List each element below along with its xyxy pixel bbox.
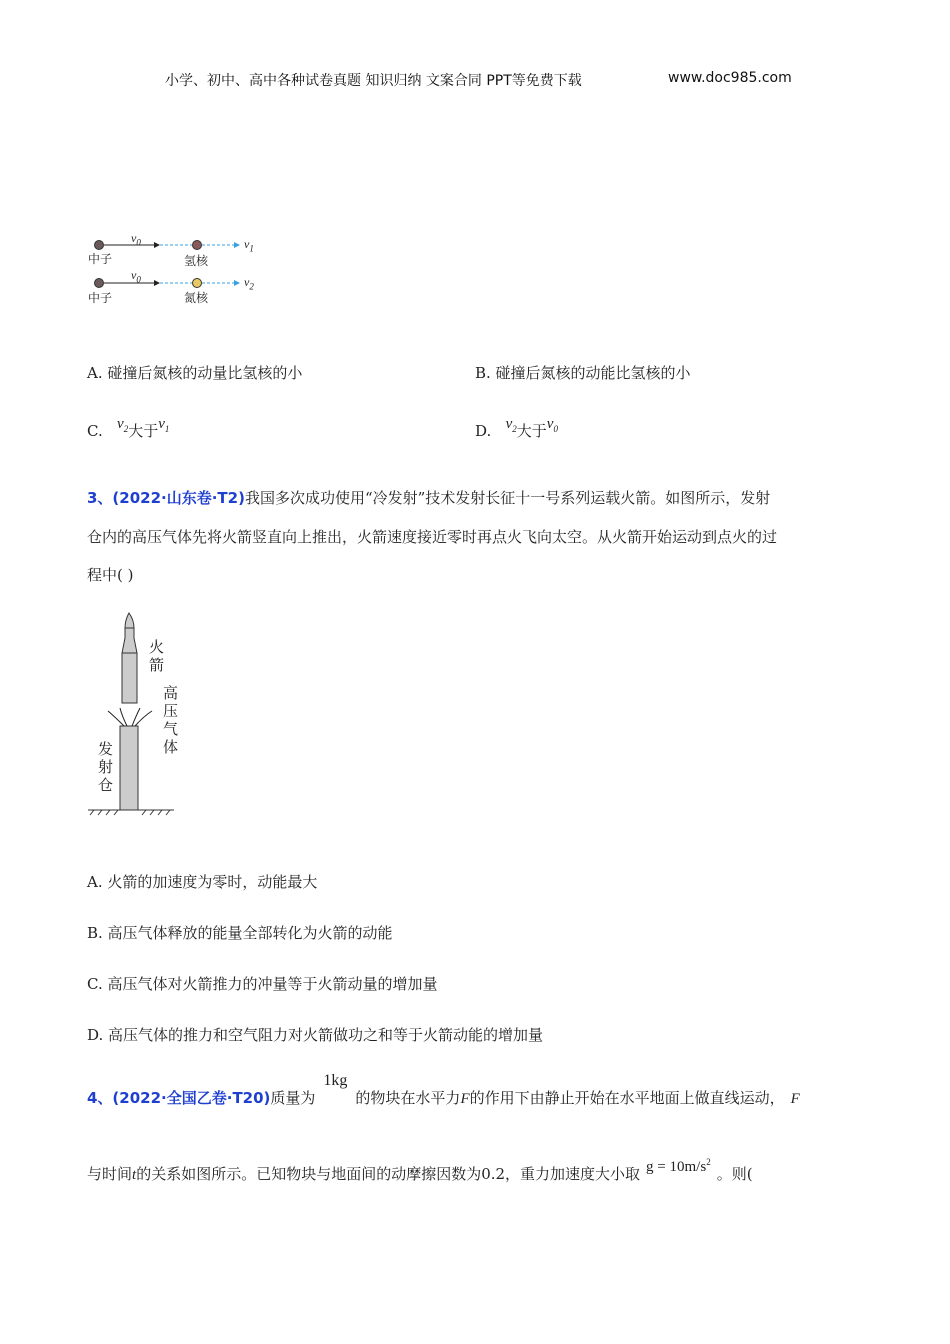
row2 bbox=[95, 279, 241, 288]
q3-option-C[interactable]: C. 高压气体对火箭推力的冲量等于火箭动量的增加量 bbox=[87, 975, 438, 993]
label-hydrogen: 氢核 bbox=[184, 254, 209, 268]
q3-option-B[interactable]: B. 高压气体释放的能量全部转化为火箭的动能 bbox=[87, 924, 393, 942]
q3-tag: 3、(2022·山东卷·T2) bbox=[87, 489, 245, 507]
label-v1: $v_1$ bbox=[244, 237, 254, 254]
option-D[interactable]: D. $v_2$大于$v_0$ bbox=[475, 416, 558, 440]
option-B[interactable]: B. 碰撞后氮核的动能比氢核的小 bbox=[475, 364, 691, 382]
q3-option-A[interactable]: A. 火箭的加速度为零时，动能最大 bbox=[87, 873, 318, 891]
q3-line1: 3、(2022·山东卷·T2)我国多次成功使用“冷发射”技术发射长征十一号系列运载火箭。如图所示，发射 bbox=[87, 489, 771, 507]
label-neutron-1: 中子 bbox=[88, 252, 113, 266]
option-A[interactable]: A. 碰撞后氮核的动量比氢核的小 bbox=[87, 364, 303, 382]
label-neutron-2: 中子 bbox=[88, 291, 113, 305]
q3-option-D[interactable]: D. 高压气体的推力和空气阻力对火箭做功之和等于火箭动能的增加量 bbox=[87, 1026, 544, 1044]
q3-line2: 仓内的高压气体先将火箭竖直向上推出，火箭速度接近零时再点火飞向太空。从火箭开始运动到点火的过 bbox=[87, 528, 778, 546]
label-gas: 高压气体 bbox=[163, 684, 179, 756]
option-C[interactable]: C. $v_2$大于$v_1$ bbox=[87, 416, 170, 440]
header-text: 小学、初中、高中各种试卷真题 知识归纳 文案合同 PPT等免费下载 bbox=[165, 73, 582, 89]
q3-line3: 程中( ) bbox=[87, 566, 134, 584]
label-nitrogen: 氮核 bbox=[184, 291, 209, 305]
q4-line1: 4、(2022·全国乙卷·T20)质量为1kg的物块在水平力F的作用下由静止开始在水平地面上做直线运动， F bbox=[87, 1072, 800, 1107]
q4-line2: 与时间t的关系如图所示。已知物块与地面间的动摩擦因数为0.2，重力加速度大小取 $g = 10m/s^2$。则( bbox=[87, 1157, 753, 1183]
label-v0-1: $v_0$ bbox=[131, 231, 141, 248]
label-silo: 发射仓 bbox=[98, 740, 114, 794]
header-url[interactable]: www.doc985.com bbox=[668, 70, 792, 86]
label-v2: $v_2$ bbox=[244, 275, 254, 292]
row1 bbox=[95, 241, 241, 250]
label-rocket: 火箭 bbox=[149, 638, 165, 674]
label-v0-2: $v_0$ bbox=[131, 268, 141, 285]
